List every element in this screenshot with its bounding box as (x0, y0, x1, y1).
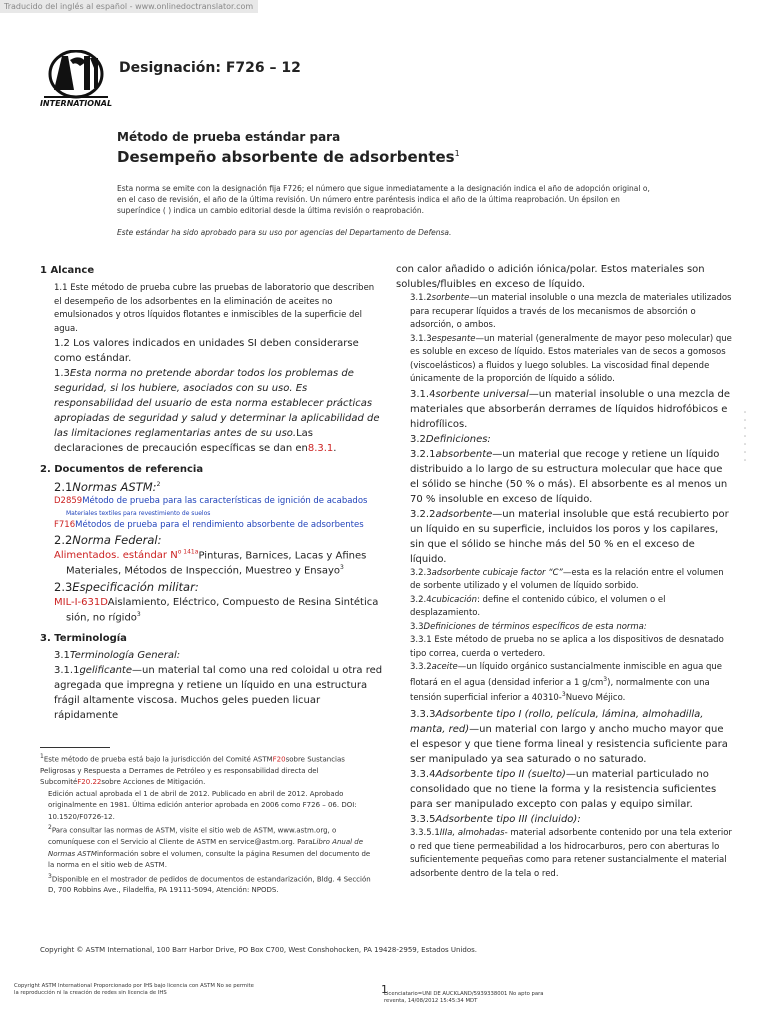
clause-number: 3.1.4 (410, 388, 436, 400)
title-footnote-ref: 1 (454, 149, 460, 158)
subheading-text: Normas ASTM: (72, 480, 157, 494)
method-line: Método de prueba estándar para (117, 130, 341, 144)
definition-text: : define el contenido cúbico, el volumen o el desplazamiento. (410, 594, 666, 618)
reference-title[interactable]: Método de prueba para las características de ignición de acabados (82, 496, 368, 506)
subcommittee-link[interactable]: F20.22 (77, 778, 102, 787)
definition (396, 507, 734, 567)
definition (396, 333, 734, 387)
footnote-1 (40, 752, 376, 789)
term: absorbente (435, 448, 493, 460)
license-note-right: Licenciatario=UNI DE AUCKLAND/5939338001 No apto para reventa, 14/08/2012 15:45:34 MDT (384, 991, 544, 1004)
subheading-text: Definiciones: (425, 433, 491, 445)
term: cubicación (431, 594, 477, 605)
definition-text: —un material tal como una red coloidal u otra red agregada que impregna y retiene un líquido en una estructura frágil altamente viscosa. Muchos geles pueden licuar rápidamente (54, 664, 383, 721)
reference-item (40, 548, 384, 563)
reference-title[interactable]: Métodos de prueba para el rendimiento absorbente de adsorbentes (75, 519, 364, 530)
text: Alimentados. estándar N (54, 550, 178, 562)
definition (40, 663, 384, 723)
subheading-text: Terminología General: (69, 649, 181, 661)
clause-number: 3.3 (410, 621, 424, 632)
paragraph: 1.1 Este método de prueba cubre las pruebas de laboratorio que describen el desempeño de los adsorbentes en la eliminación de aceites no emulsionados y otros líquidos flotantes e inmiscibles de la superficie del agua. (54, 283, 375, 334)
definition-text: —un material insoluble o una mezcla de materiales que absorberán derrames de líquidos hidrofóbicos e hidrofílicos. (410, 388, 731, 430)
footnotes (40, 752, 376, 897)
document-title (117, 148, 460, 166)
definition (396, 827, 734, 881)
paragraph: 1.3Esta norma no pretende abordar todos los problemas de seguridad, si los hubiere, asociados con su uso. Es responsabilidad del usuario de esta norma establecer prácticas apropiadas de seguridad y salud y determinar la aplicabilidad de las limitaciones reglamentarias antes de su uso.Las declaraciones de precaución específicas se dan en8.3.1. (54, 368, 380, 454)
federal-standard-link[interactable] (54, 550, 198, 561)
definition-text: —un material que recoge y retiene un líquido distribuido a lo largo de su estructura molecular que hace que el sólido se hinche (50 % o más). El absorbente es al menos un 70 % insoluble en exceso de líquido. (410, 448, 728, 505)
footnote-3 (40, 872, 376, 897)
definition-text: —esta es la relación entre el volumen de sorbente utilizado y el volumen de líquido sorbido. (410, 567, 724, 591)
text: sión, no rígido (66, 611, 137, 623)
subheading-text: Especificación militar: (72, 579, 199, 594)
footnote-marker: 3 (48, 872, 52, 880)
definition (396, 447, 734, 507)
footnote-ref: 3 (136, 610, 141, 618)
military-spec-link[interactable]: MIL-I-631D (54, 596, 108, 608)
clause-number: 3.3.2 (410, 662, 432, 672)
text: sobre Sustancias Peligrosas y Respuesta a Derrames de Petróleo y es responsabilidad directa del Subcomité (40, 755, 345, 787)
superscript: 3 (603, 675, 608, 683)
paragraph: con calor añadido o adición iónica/polar. Estos materiales son solubles/fluibles en exceso de líquido. (396, 264, 705, 290)
term: Adsorbente tipo I (rollo, película, lámina, almohadilla, manta, red) (410, 709, 704, 736)
footnote-ref: 3 (340, 564, 344, 572)
term: gelificante (79, 664, 133, 676)
definition-text: —un líquido orgánico sustancialmente inmiscible en agua que flotará en el agua (densidad inferior a 1 g/cm (410, 662, 723, 688)
clause-number: 2.2 (54, 533, 73, 547)
clause-number: 3.1.1 (54, 664, 80, 676)
section-link[interactable]: 8.3.1 (307, 443, 334, 454)
left-column (40, 262, 384, 723)
text: Este método de prueba está bajo la jurisdicción del Comité ASTM (43, 755, 273, 764)
reference-title-continued (40, 563, 384, 578)
section-heading: 1 Alcance (40, 265, 95, 276)
reference-title: Pinturas, Barnices, Lacas y Afines (198, 550, 367, 562)
clause-number: 3.3.4 (410, 769, 436, 781)
margin-marks (742, 408, 748, 468)
defense-note: Este estándar ha sido aprobado para su uso por agencias del Departamento de Defensa. (117, 228, 452, 237)
reference-item (40, 495, 384, 509)
definition (396, 707, 734, 767)
intro-paragraph: Esta norma se emite con la designación fija F726; el número que sigue inmediatamente a la designación indica el año de adopción original o, en el caso de revisión, el año de la última revisión. Un número entre paréntesis indica el año de la última reaprobación. Un épsilon en superíndice ( ) indica un cambio editorial desde la última revisión o reaprobación. (117, 184, 650, 215)
term: Adsorbente tipo II (suelto) (435, 769, 566, 781)
paragraph: 3.3.1 Este método de prueba no se aplica a los dispositivos de desnatado tipo correa, cuerda o vertedero. (410, 635, 724, 659)
text: Para consultar las normas de ASTM, visite el sitio web de ASTM, www.astm.org, o comuníquese con el Servicio al Cliente de ASTM en service@astm.org. Para (48, 826, 337, 847)
text: sobre Acciones de Mitigación. (101, 778, 206, 787)
clause-number: 3.1.2 (410, 293, 432, 303)
astm-logo (40, 50, 112, 110)
subheading-text: Norma Federal: (72, 533, 162, 547)
clause-number: 3.2.4 (410, 594, 432, 605)
subheading-text: Definiciones de términos específicos de esta norma: (423, 621, 647, 632)
reference-title-continued (40, 610, 384, 625)
term: adsorbente cubicaje factor “C” (431, 567, 563, 578)
clause-number: 3.3.3 (410, 709, 436, 721)
page-number: 1 (381, 983, 388, 996)
text: Las declaraciones de precaución específicas se dan en (54, 428, 313, 454)
section-heading: 2. Documentos de referencia (40, 464, 204, 475)
term: aceite (431, 662, 458, 672)
standard-link-d2859[interactable]: D2859 (54, 496, 83, 506)
clause-number: 2.3 (54, 579, 73, 594)
definition-text: —un material particulado no consolidado que no tiene la forma y la resistencia suficientes para ser manipulado excepto con palas y equipo similar. (410, 769, 717, 811)
definition-text: —un material insoluble que está recubierto por un líquido en su superficie, incluidos los poros y los capilares, sin que el sólido se hinche más del 50 % en el exceso de líquido. (410, 508, 729, 565)
footnote-divider (40, 747, 110, 748)
paragraph: 1.2 Los valores indicados en unidades SI deben considerarse como estándar. (54, 338, 359, 364)
subheading (40, 579, 384, 595)
term: sorbente universal (435, 388, 529, 400)
clause-number: 3.3.5.1 (410, 828, 440, 839)
definition-text: —un material con largo y ancho mucho mayor que el espesor y que tiene forma lineal y resistencia suficiente para ser manipulado ya sea saturado o no saturado. (410, 724, 728, 766)
designation: Designación: F726 – 12 (119, 60, 301, 76)
definition (396, 567, 734, 594)
clause-number: 3.1.3 (410, 333, 432, 344)
right-column (396, 262, 734, 881)
standard-link-f716[interactable]: F716 (54, 519, 76, 530)
definition (396, 387, 734, 432)
clause-number: 3.2.3 (410, 567, 432, 578)
book-title: Libro Anual de Normas ASTM (48, 838, 364, 858)
footnote-ref: 2 (156, 481, 161, 489)
safety-statement: Esta norma no pretende abordar todos los problemas de seguridad, si los hubiere, asociados con su uso. Es responsabilidad del usuario de esta norma establecer prácticas apropiadas de seguridad y salud y determinar la aplicabilidad de las limitaciones reglamentarias antes de su uso. (54, 368, 380, 439)
superscript: 3 (561, 690, 566, 698)
footnote-marker: 2 (48, 824, 52, 832)
clause-number: 3.2.2 (410, 508, 436, 520)
reference-item (40, 595, 384, 610)
definition-text: Nuevo Méjico. (565, 692, 626, 703)
term: IIIa, almohadas (439, 828, 505, 839)
clause-number: 3.3.5 (410, 814, 436, 826)
section-heading: 3. Terminología (40, 632, 127, 644)
text: información sobre el volumen, consulte la página Resumen del documento de la norma en el sitio web de ASTM. (48, 849, 371, 870)
reference-item (40, 519, 384, 533)
definition-text: —un material (generalmente de mayor peso molecular) que es soluble en exceso de líquido. Estos materiales van de secos a gomosos (viscoelásticos) a fluidos y luego solubles. La viscosidad final depende únicamente de la proporción de líquido a sólido. (410, 333, 732, 384)
subheading (396, 812, 734, 827)
title-text: Desempeño absorbente de adsorbentes (117, 148, 455, 166)
superscript: o 141a (177, 549, 199, 556)
footnote-marker: 1 (40, 753, 44, 760)
committee-link[interactable]: F20 (272, 755, 286, 764)
term: espesante (431, 333, 476, 344)
translator-banner[interactable]: Traducido del inglés al español - www.onlinedoctranslator.com (0, 0, 258, 13)
subheading (396, 432, 734, 447)
footnote-2 (40, 823, 376, 871)
clause-number: 3.1 (54, 649, 70, 661)
logo-wordmark: INTERNATIONAL (40, 99, 112, 108)
definition (396, 292, 734, 333)
reference-title: Aislamiento, Eléctrico, Compuesto de Resina Sintética (107, 596, 379, 608)
text: Materiales, Métodos de Inspección, Muestreo y Ensayo (66, 565, 340, 577)
license-note-left: Copyright ASTM International Proporcionado por IHS bajo licencia con ASTM No se permite la reproducción ni la creación de redes sin licencia de IHS (14, 983, 254, 996)
reference-title-continued[interactable]: Materiales textiles para revestimiento de suelos (66, 509, 211, 517)
clause-number: 3.2 (410, 433, 426, 445)
definition-text: —un material insoluble o una mezcla de materiales utilizados para recuperar líquidos a través de los mecanismos de absorción o adsorción, o ambos. (410, 293, 732, 330)
definition-text: ), normalmente con una tensión superficial inferior a 40310- (410, 677, 710, 703)
definition (396, 594, 734, 621)
clause-number: 3.2.1 (410, 448, 436, 460)
subheading (40, 648, 384, 663)
definition (396, 661, 734, 705)
subheading (40, 479, 384, 495)
term: sorbente (431, 293, 470, 303)
subheading (40, 532, 384, 548)
text: Disponible en el mostrador de pedidos de documentos de estandarización, Bldg. 4 Sección D, 700 Robbins Ave., Filadelfia, PA 19111-5094, Atención: NPODS. (48, 874, 371, 895)
clause-number: 1.3 (54, 368, 70, 379)
term: adsorbente (435, 508, 493, 520)
definition-text: - material adsorbente contenido por una tela exterior o red que tiene permeabilidad a los hidrocarburos, pero con aberturas lo suficientemente pequeñas como para retener sustancialmente el material adsorbente dentro de la tela o red. (410, 828, 732, 879)
copyright-line: Copyright © ASTM International, 100 Barr Harbor Drive, PO Box C700, West Conshohocken, PA 19428-2959, Estados Unidos. (40, 946, 477, 954)
clause-number: 2.1 (54, 480, 73, 494)
definition (396, 767, 734, 812)
footnote-1-edition: Edición actual aprobada el 1 de abril de 2012. Publicado en abril de 2012. Aprobado originalmente en 1981. Última edición anterior aprobada en 2006 como F726 – 06. DOI: 10.1520/F0726-12. (48, 789, 357, 821)
subheading-text: Adsorbente tipo III (incluido): (435, 814, 581, 826)
subheading (396, 621, 734, 635)
